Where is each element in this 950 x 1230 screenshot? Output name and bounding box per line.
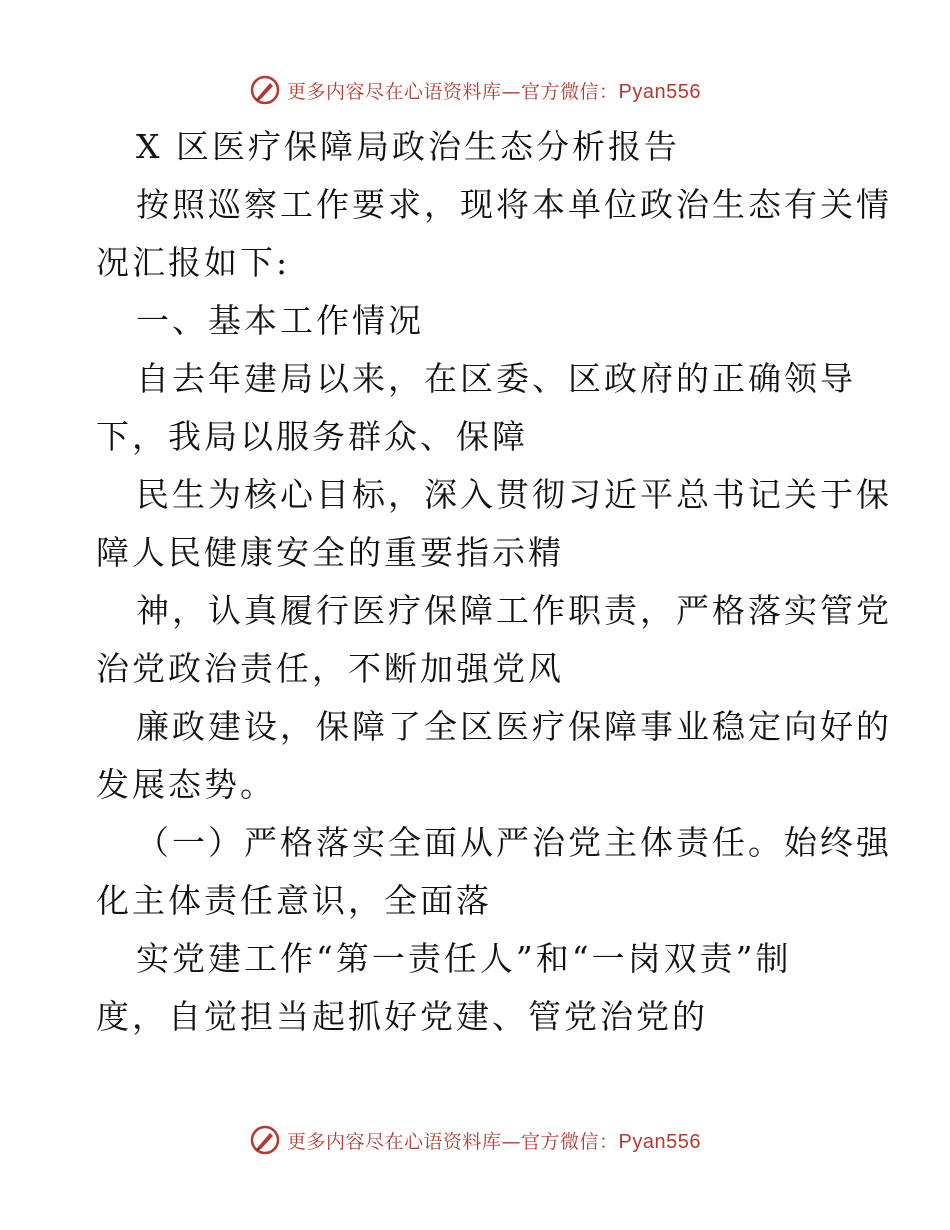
watermark-text [287, 1127, 701, 1154]
paragraph-line: 况汇报如下: [96, 243, 291, 282]
pen-logo-icon [249, 1124, 281, 1156]
document-body [96, 118, 892, 1046]
paragraph-line: 自去年建局以来，在区委、区政府的正确领导 [136, 359, 856, 398]
paragraph-line: 化主体责任意识，全面落 [96, 881, 492, 920]
paragraph-line: 按照巡察工作要求，现将本单位政治生态有关情 [136, 185, 892, 224]
paragraph-line: 发展态势。 [96, 765, 276, 804]
paragraph-line: 下，我局以服务群众、保障 [96, 417, 528, 456]
document-title: X 区医疗保障局政治生态分析报告 [136, 127, 680, 166]
watermark-label: 官方微信： [521, 1130, 619, 1153]
watermark-text [287, 77, 701, 104]
section-heading: 一、基本工作情况 [136, 301, 424, 340]
watermark-account: Pyan556 [618, 80, 701, 103]
header-watermark [0, 70, 950, 110]
watermark-dash: — [501, 1130, 522, 1153]
paragraph-line: 民生为核心目标，深入贯彻习近平总书记关于保 [136, 475, 892, 514]
watermark-slogan: 更多内容尽在心语资料库 [287, 1130, 502, 1153]
paragraph-line: 度，自觉担当起抓好党建、管党治党的 [96, 997, 708, 1036]
pen-logo-icon [249, 74, 281, 106]
paragraph-line: 廉政建设，保障了全区医疗保障事业稳定向好的 [136, 707, 892, 746]
subsection-heading: （一）严格落实全面从严治党主体责任。始终强 [136, 823, 892, 862]
paragraph-line: 实党建工作“第一责任人”和“一岗双责”制 [136, 939, 792, 978]
watermark-account: Pyan556 [618, 1130, 701, 1153]
watermark-label: 官方微信： [521, 80, 619, 103]
paragraph-line: 神，认真履行医疗保障工作职责，严格落实管党 [136, 591, 892, 630]
paragraph-line: 障人民健康安全的重要指示精 [96, 533, 564, 572]
watermark-dash: — [501, 80, 522, 103]
footer-watermark [0, 1120, 950, 1160]
watermark-slogan: 更多内容尽在心语资料库 [287, 80, 502, 103]
paragraph-line: 治党政治责任，不断加强党风 [96, 649, 564, 688]
